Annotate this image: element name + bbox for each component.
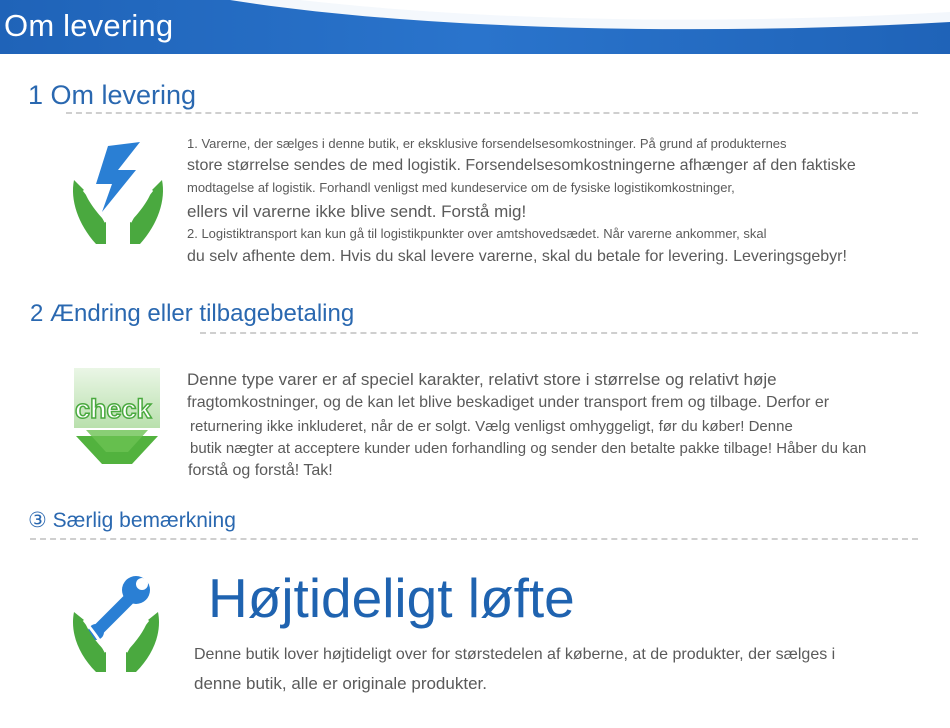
section-divider [66,112,918,114]
delivery-text-line: 1. Varerne, der sælges i denne butik, er eksklusive forsendelsesomkostninger. På grund af produkternes [187,136,787,151]
check-badge-label: check [75,394,152,424]
delivery-text-line: du selv afhente dem. Hvis du skal levere varerne, skal du betale for levering. Leveringsgebyr! [187,248,847,265]
hands-lightning-icon [66,140,170,248]
promise-text-line: Denne butik lover højtideligt over for størstedelen af køberne, at de produkter, der sælges i [194,646,836,663]
exchange-text-line: returnering ikke inkluderet, når de er solgt. Vælg venligst omhyggeligt, før du køber! Denne [190,418,793,435]
delivery-text-line: 2. Logistiktransport kan kun gå til logistikpunkter over amtshovedsædet. Når varerne ankommer, skal [187,226,767,241]
section-heading-delivery: 1 Om levering [28,80,197,110]
section-heading-special-note: ③ Særlig bemærkning [28,509,236,532]
solemn-promise-title: Højtideligt løfte [208,567,575,629]
exchange-text-line: Denne type varer er af speciel karakter, relativt store i størrelse og relativt høje [187,370,777,389]
banner-title: Om levering [4,8,174,43]
delivery-text-line: ellers vil varerne ikke blive sendt. Forstå mig! [187,202,527,221]
exchange-text-line: forstå og forstå! Tak! [188,462,333,479]
exchange-text-line: fragtomkostninger, og de kan let blive beskadiget under transport frem og tilbage. Derfor er [187,394,830,411]
top-banner [0,0,950,54]
section-divider [200,332,918,334]
section-heading-exchange-refund: 2 Ændring eller tilbagebetaling [30,300,355,327]
exchange-text-line: butik nægter at acceptere kunder uden forhandling og sender den betalte pakke tilbage! Håber du kan [190,440,867,457]
promise-text-line: denne butik, alle er originale produkter. [194,674,487,693]
delivery-text-line: modtagelse af logistik. Forhandl venligst med kundeservice om de fysiske logistikomkostninger, [187,180,735,195]
hands-wrench-icon [66,572,166,676]
section-divider [30,538,918,540]
delivery-text-line: store størrelse sendes de med logistik. Forsendelsesomkostningerne afhænger af den faktiske [187,157,856,174]
